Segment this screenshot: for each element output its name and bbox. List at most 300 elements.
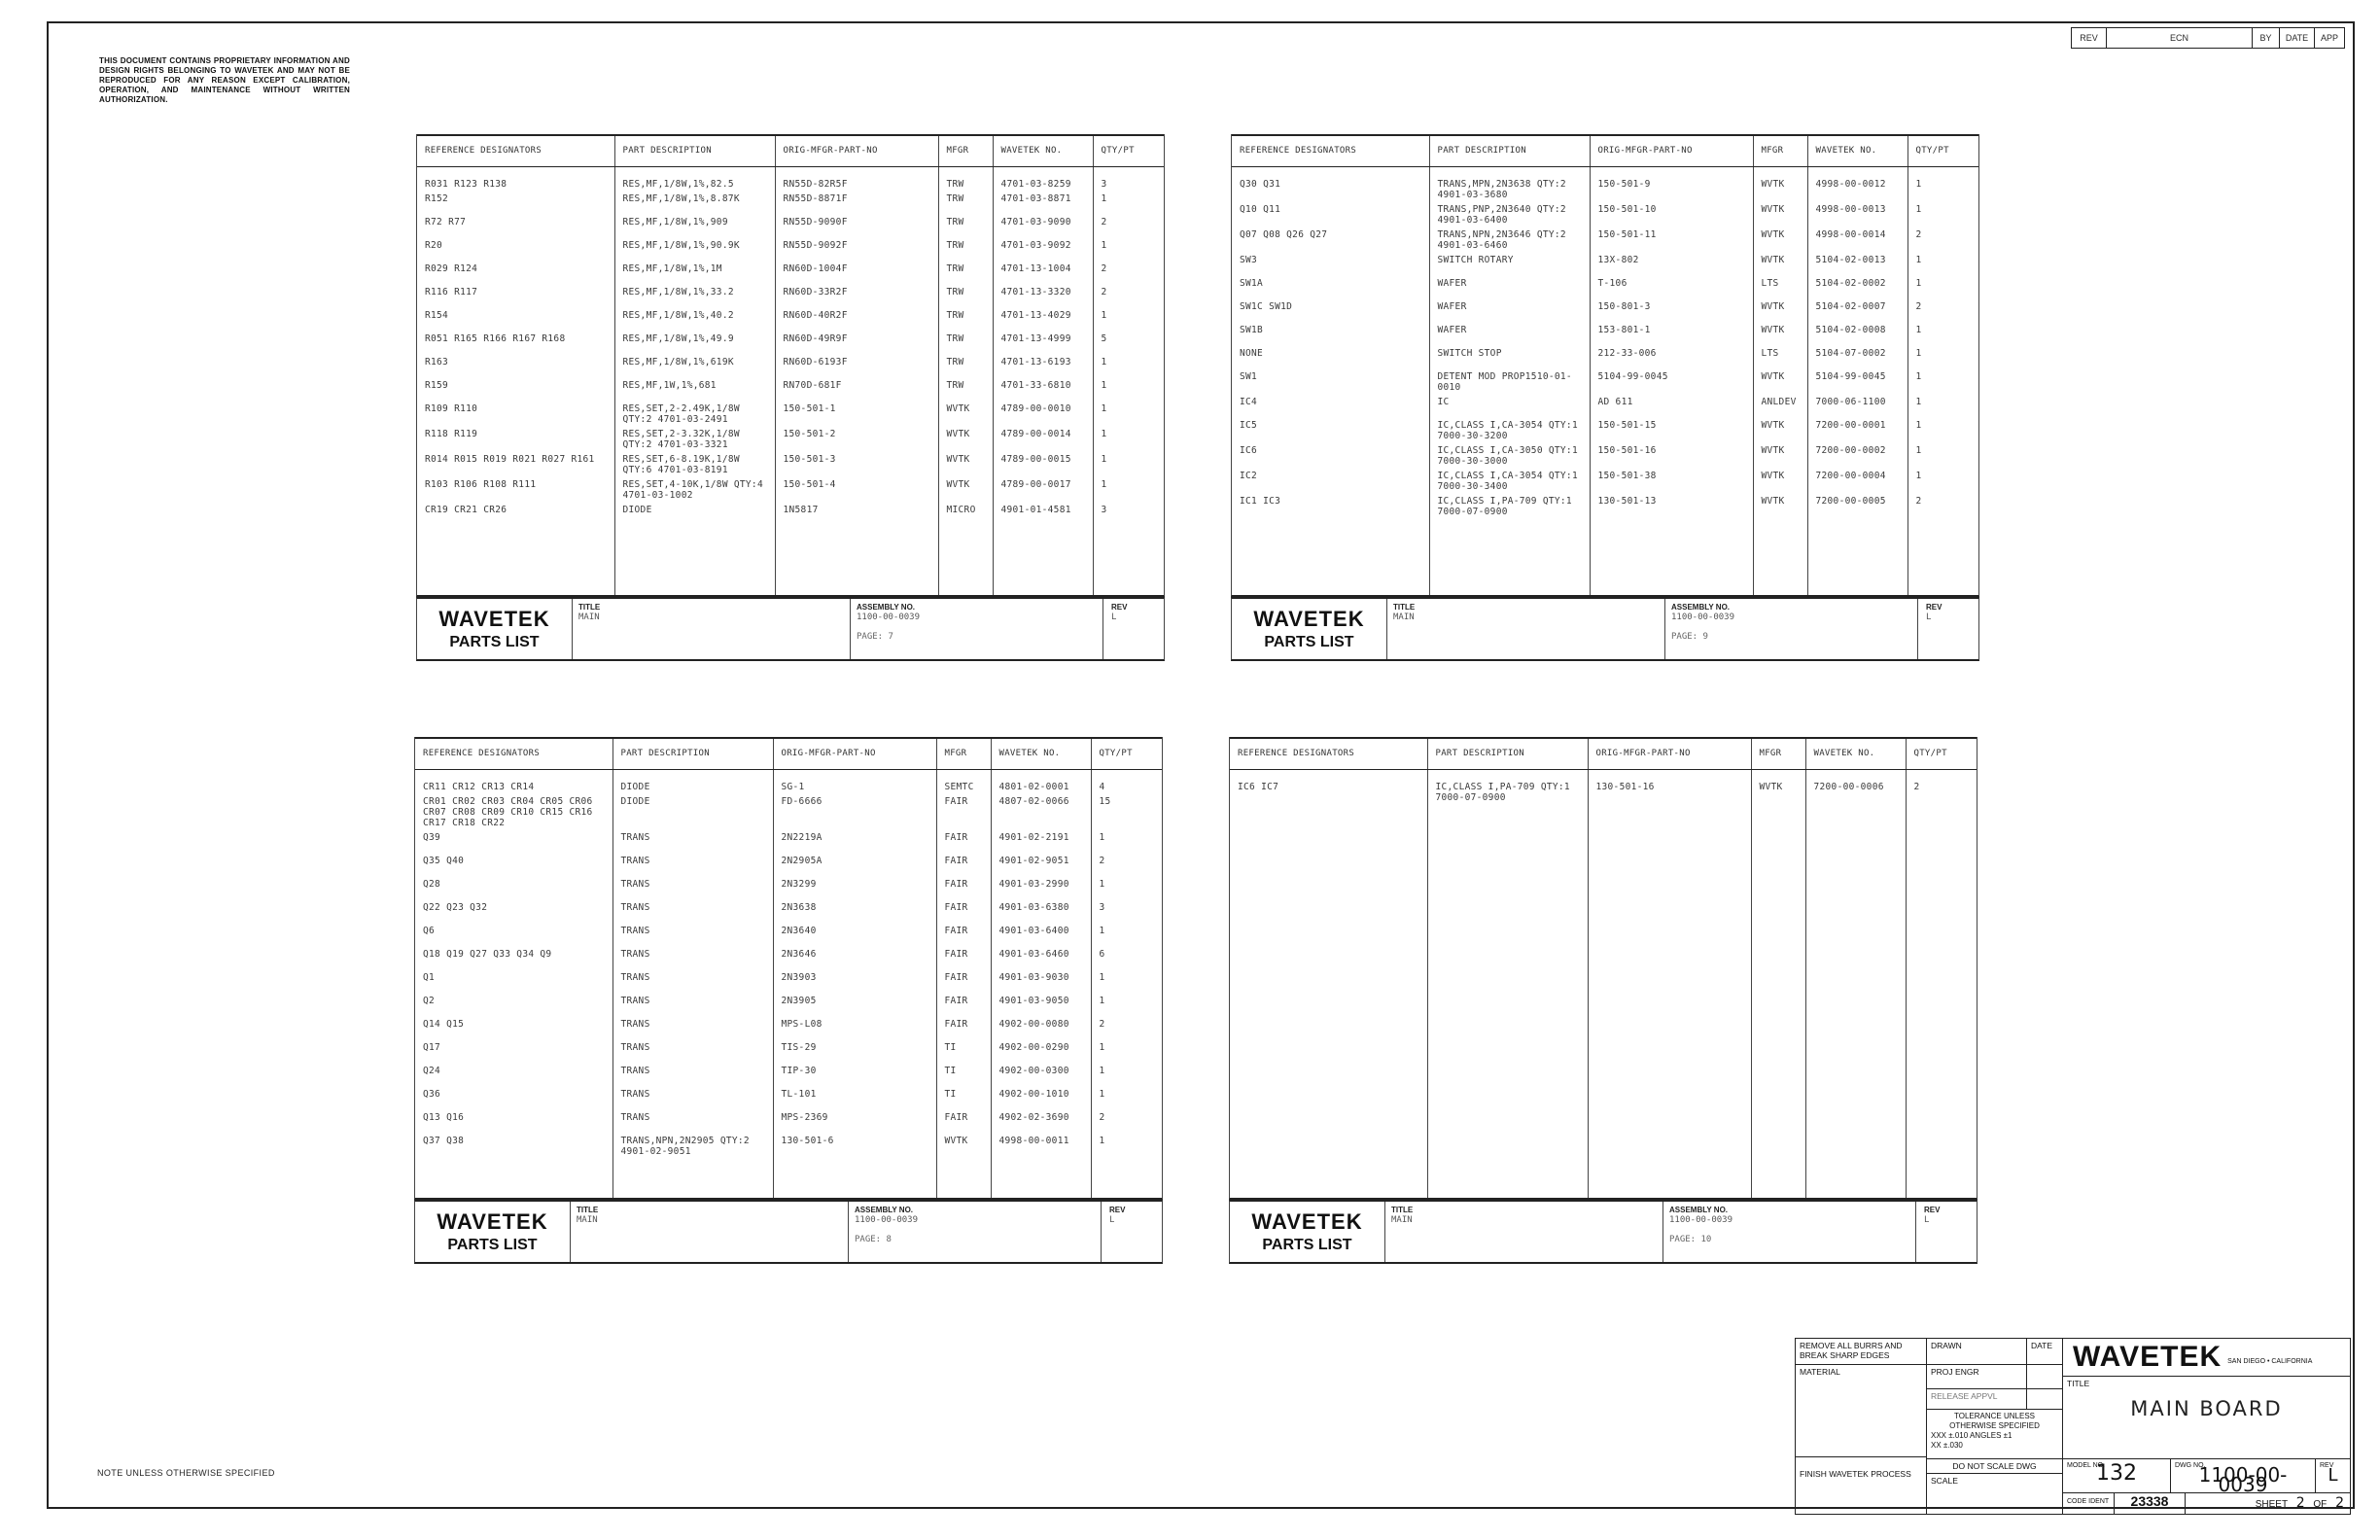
drawing-title-label: TITLE: [2067, 1379, 2090, 1388]
cell-wavetek-no: 4701-03-8871: [993, 192, 1093, 215]
rev-cell: [1102, 1202, 1162, 1262]
cell-orig-part-no: 5104-99-0045: [1590, 369, 1753, 395]
title-label: TITLE: [577, 1206, 599, 1214]
cell-ref-designators: Q35 Q40: [423, 855, 465, 866]
cell-part-description: RES,MF,1/8W,1%,8.87K: [614, 192, 775, 215]
col-wavetek-no: WAVETEK NO.: [991, 738, 1091, 769]
filler-row: [1230, 805, 1978, 1201]
cell-mfgr: WVTK: [938, 402, 993, 427]
cell-wavetek-no: 5104-02-0002: [1807, 276, 1908, 299]
cell-mfgr: FAIR: [936, 970, 991, 994]
cell-wavetek-no: 4998-00-0014: [1807, 228, 1908, 253]
table-row: [1232, 276, 1979, 299]
rev-cell: [1916, 1202, 1977, 1262]
cell-orig-part-no: 150-501-9: [1590, 166, 1753, 202]
cell-wavetek-no: 7200-00-0001: [1807, 418, 1908, 443]
cell-orig-part-no: 212-33-006: [1590, 346, 1753, 369]
table-row: [417, 215, 1165, 238]
cell-part-description: RES,MF,1/8W,1%,1M: [614, 262, 775, 285]
cell-qty: 5: [1093, 332, 1165, 355]
filler-cell: [612, 1159, 773, 1201]
cell-qty: 1: [1093, 452, 1165, 477]
sheet-title-block: [1231, 597, 1979, 661]
cell-wavetek-no: 4998-00-0013: [1807, 202, 1908, 228]
title-cell: [573, 599, 851, 659]
cell-mfgr: FAIR: [936, 994, 991, 1017]
cell-orig-part-no: 150-501-3: [775, 452, 938, 477]
cell-wavetek-no: 7200-00-0004: [1807, 469, 1908, 494]
cell-part-description: TRANS: [612, 1087, 773, 1110]
cell-mfgr: MICRO: [938, 503, 993, 526]
brand-name: WAVETEK: [437, 1209, 548, 1234]
cell-ref-designators: CR01 CR02 CR03 CR04 CR05 CR06 CR07 CR08 CR09 CR10 CR15 CR16 CR17 CR18 CR22: [423, 795, 593, 828]
cell-qty: 2: [1908, 494, 1979, 519]
date-label: DATE: [2031, 1341, 2053, 1350]
material-label: MATERIAL: [1800, 1367, 1840, 1377]
parts-list-label: PARTS LIST: [447, 1237, 538, 1253]
table-row: [415, 1087, 1163, 1110]
table-row: [1230, 769, 1978, 805]
table-row: [415, 1064, 1163, 1087]
parts-list-label: PARTS LIST: [1264, 634, 1354, 650]
proj-engr-label: PROJ ENGR: [1931, 1367, 1979, 1377]
cell-part-description: IC,CLASS I,PA-709 QTY:1 7000-07-0900: [1429, 494, 1590, 519]
general-note: NOTE UNLESS OTHERWISE SPECIFIED: [97, 1468, 275, 1478]
cell-part-description: IC,CLASS I,CA-3050 QTY:1 7000-30-3000: [1429, 443, 1590, 469]
app-col-label: APP: [2320, 33, 2338, 43]
cell-part-description: RES,SET,6-8.19K,1/8W QTY:6 4701-03-8191: [614, 452, 775, 477]
cell-orig-part-no: RN55D-9090F: [775, 215, 938, 238]
main-rev-label: REV: [2320, 1462, 2334, 1469]
cell-orig-part-no: 150-501-38: [1590, 469, 1753, 494]
col-wavetek-no: WAVETEK NO.: [1805, 738, 1906, 769]
cell-qty: 1: [1908, 202, 1979, 228]
cell-part-description: WAFER: [1429, 299, 1590, 323]
cell-wavetek-no: 4701-03-8259: [993, 166, 1093, 192]
cell-qty: 1: [1908, 253, 1979, 276]
cell-ref-designators: R163: [425, 356, 449, 368]
cell-mfgr: WVTK: [1753, 166, 1807, 202]
cell-part-description: RES,MF,1/8W,1%,90.9K: [614, 238, 775, 262]
cell-mfgr: TRW: [938, 308, 993, 332]
col-mfgr: MFGR: [1751, 738, 1805, 769]
col-orig-mfgr-part-no: ORIG-MFGR-PART-NO: [1588, 738, 1751, 769]
cell-ref-designators: R159: [425, 379, 449, 391]
cell-qty: 1: [1908, 346, 1979, 369]
cell-mfgr: TRW: [938, 262, 993, 285]
cell-wavetek-no: 5104-02-0007: [1807, 299, 1908, 323]
filler-row: [415, 1159, 1163, 1201]
cell-part-description: IC,CLASS I,CA-3054 QTY:1 7000-30-3200: [1429, 418, 1590, 443]
tolerance-text: TOLERANCE UNLESS OTHERWISE SPECIFIED: [1949, 1412, 2040, 1430]
cell-orig-part-no: 13X-802: [1590, 253, 1753, 276]
cell-qty: 2: [1093, 262, 1165, 285]
col-mfgr: MFGR: [1753, 135, 1807, 166]
release-label: RELEASE APPVL: [1931, 1391, 1998, 1401]
rev-value: L: [1926, 612, 1932, 622]
cell-wavetek-no: 4789-00-0015: [993, 452, 1093, 477]
cell-mfgr: TRW: [938, 355, 993, 378]
cell-mfgr: TI: [936, 1064, 991, 1087]
table-row: [1232, 418, 1979, 443]
cell-wavetek-no: 4902-00-0300: [991, 1064, 1091, 1087]
by-col-label: BY: [2253, 28, 2280, 48]
cell-wavetek-no: 4901-02-9051: [991, 854, 1091, 877]
filler-cell: [1807, 519, 1908, 598]
cell-orig-part-no: 150-501-2: [775, 427, 938, 452]
finish-text: FINISH WAVETEK PROCESS: [1800, 1469, 1911, 1479]
cell-part-description: RES,SET,4-10K,1/8W QTY:4 4701-03-1002: [614, 477, 775, 503]
cell-ref-designators: IC5: [1240, 419, 1258, 431]
cell-wavetek-no: 4998-00-0011: [991, 1134, 1091, 1159]
cell-mfgr: FAIR: [936, 854, 991, 877]
cell-qty: 1: [1908, 395, 1979, 418]
col-reference-designators: REFERENCE DESIGNATORS: [1230, 738, 1427, 769]
cell-orig-part-no: 150-801-3: [1590, 299, 1753, 323]
cell-orig-part-no: 153-801-1: [1590, 323, 1753, 346]
cell-qty: 1: [1091, 1134, 1163, 1159]
cell-orig-part-no: 2N3299: [773, 877, 936, 900]
rev-label: REV: [1111, 603, 1128, 612]
cell-wavetek-no: 7200-00-0006: [1805, 769, 1906, 805]
cell-wavetek-no: 4901-03-2990: [991, 877, 1091, 900]
cell-ref-designators: R014 R015 R019 R021 R027 R161: [425, 453, 595, 465]
assembly-number: 1100-00-0039: [855, 1215, 919, 1225]
filler-cell: [1751, 805, 1805, 1201]
cell-part-description: TRANS: [612, 830, 773, 854]
cell-orig-part-no: 2N3903: [773, 970, 936, 994]
cell-part-description: DIODE: [612, 794, 773, 830]
table-row: [417, 238, 1165, 262]
table-row: [417, 308, 1165, 332]
cell-qty: 3: [1093, 166, 1165, 192]
cell-mfgr: FAIR: [936, 1017, 991, 1040]
date-cell: [2026, 1338, 2063, 1365]
header-row: [415, 738, 1163, 769]
cell-wavetek-no: 4701-33-6810: [993, 378, 1093, 402]
cell-ref-designators: NONE: [1240, 347, 1264, 359]
code-ident-cell: [2114, 1492, 2186, 1515]
tolerance-cell: [1926, 1409, 2063, 1459]
drawn-cell: [1926, 1338, 2027, 1365]
cell-part-description: TRANS: [612, 1110, 773, 1134]
cell-ref-designators: R72 R77: [425, 216, 467, 228]
table-row: [415, 900, 1163, 924]
title-value: MAIN: [1393, 612, 1415, 622]
cell-part-description: RES,MF,1/8W,1%,619K: [614, 355, 775, 378]
release-date-cell: [2026, 1388, 2063, 1410]
cell-orig-part-no: 150-501-11: [1590, 228, 1753, 253]
cell-wavetek-no: 4701-03-9092: [993, 238, 1093, 262]
cell-wavetek-no: 4901-01-4581: [993, 503, 1093, 526]
cell-orig-part-no: AD 611: [1590, 395, 1753, 418]
filler-cell: [1805, 805, 1906, 1201]
cell-qty: 1: [1093, 402, 1165, 427]
cell-part-description: TRANS: [612, 877, 773, 900]
assembly-cell: [849, 1202, 1102, 1262]
col-orig-mfgr-part-no: ORIG-MFGR-PART-NO: [1590, 135, 1753, 166]
cell-mfgr: TRW: [938, 285, 993, 308]
cell-mfgr: TRW: [938, 166, 993, 192]
filler-cell: [1230, 805, 1427, 1201]
cell-wavetek-no: 7200-00-0005: [1807, 494, 1908, 519]
parts-table-area: [414, 737, 1163, 1200]
parts-table-area: [1231, 134, 1979, 597]
col-qty-pt: QTY/PT: [1093, 135, 1165, 166]
cell-orig-part-no: RN55D-82R5F: [775, 166, 938, 192]
cell-ref-designators: R029 R124: [425, 262, 478, 274]
cell-part-description: TRANS: [612, 1040, 773, 1064]
col-part-description: PART DESCRIPTION: [1429, 135, 1590, 166]
filler-row: [417, 526, 1165, 598]
tolerance-xx: XX ±.030: [1931, 1441, 1963, 1450]
cell-ref-designators: R051 R165 R166 R167 R168: [425, 332, 566, 344]
cell-ref-designators: Q6: [423, 925, 436, 936]
rev-label: REV: [1926, 603, 1942, 612]
col-part-description: PART DESCRIPTION: [1427, 738, 1588, 769]
table-row: [417, 166, 1165, 192]
cell-wavetek-no: 4901-03-6400: [991, 924, 1091, 947]
brand-name: WAVETEK: [438, 607, 550, 631]
sheet-title-block: [414, 1200, 1163, 1264]
table-row: [415, 1134, 1163, 1159]
cell-qty: 1: [1093, 355, 1165, 378]
cell-qty: 2: [1091, 1017, 1163, 1040]
cell-orig-part-no: FD-6666: [773, 794, 936, 830]
cell-qty: 1: [1093, 192, 1165, 215]
assembly-label: ASSEMBLY NO.: [1671, 603, 1731, 612]
cell-qty: 1: [1091, 877, 1163, 900]
cell-qty: 1: [1091, 924, 1163, 947]
cell-wavetek-no: 4998-00-0012: [1807, 166, 1908, 202]
parts-list-label: PARTS LIST: [449, 634, 540, 650]
scale-label: SCALE: [1931, 1476, 1958, 1486]
cell-ref-designators: Q18 Q19 Q27 Q33 Q34 Q9: [423, 948, 552, 960]
cell-orig-part-no: 150-501-10: [1590, 202, 1753, 228]
cell-ref-designators: R152: [425, 192, 449, 204]
table-row: [417, 332, 1165, 355]
cell-mfgr: WVTK: [1753, 469, 1807, 494]
filler-cell: [1093, 526, 1165, 598]
table-row: [1232, 253, 1979, 276]
cell-qty: 1: [1093, 378, 1165, 402]
revision-block: [2071, 27, 2345, 49]
cell-part-description: RES,SET,2-2.49K,1/8W QTY:2 4701-03-2491: [614, 402, 775, 427]
cell-mfgr: TRW: [938, 238, 993, 262]
col-mfgr: MFGR: [936, 738, 991, 769]
cell-ref-designators: Q1: [423, 971, 436, 983]
cell-mfgr: WVTK: [1753, 443, 1807, 469]
title-cell: [1387, 599, 1665, 659]
filler-cell: [1753, 519, 1807, 598]
cell-part-description: TRANS: [612, 900, 773, 924]
filler-cell: [614, 526, 775, 598]
cell-orig-part-no: 150-501-15: [1590, 418, 1753, 443]
col-mfgr: MFGR: [938, 135, 993, 166]
cell-mfgr: LTS: [1753, 346, 1807, 369]
cell-ref-designators: R118 R119: [425, 428, 478, 439]
cell-mfgr: FAIR: [936, 947, 991, 970]
cell-mfgr: WVTK: [1753, 299, 1807, 323]
filler-cell: [1908, 519, 1979, 598]
table-row: [1232, 346, 1979, 369]
assembly-number: 1100-00-0039: [857, 612, 921, 622]
cell-wavetek-no: 4901-03-9030: [991, 970, 1091, 994]
cell-ref-designators: Q22 Q23 Q32: [423, 901, 488, 913]
title-value: MAIN: [1391, 1215, 1413, 1225]
assembly-cell: [1665, 599, 1918, 659]
cell-mfgr: TI: [936, 1087, 991, 1110]
cell-mfgr: SEMTC: [936, 769, 991, 794]
cell-mfgr: WVTK: [1753, 494, 1807, 519]
parts-list-label: PARTS LIST: [1262, 1237, 1352, 1253]
cell-mfgr: WVTK: [1753, 202, 1807, 228]
parts-table: [415, 737, 1163, 1200]
table-row: [1232, 202, 1979, 228]
sheet-number: 2: [2295, 1495, 2305, 1511]
cell-orig-part-no: RN60D-1004F: [775, 262, 938, 285]
cell-qty: 1: [1908, 166, 1979, 202]
filler-cell: [1427, 805, 1588, 1201]
tolerance-xxx: XXX ±.010 ANGLES ±1: [1931, 1431, 2012, 1440]
title-cell: [1385, 1202, 1663, 1262]
cell-wavetek-no: 4701-13-1004: [993, 262, 1093, 285]
rev-label: REV: [1924, 1206, 1941, 1214]
cell-ref-designators: SW1C SW1D: [1240, 300, 1293, 312]
date-col-label: DATE: [2280, 28, 2315, 48]
cell-mfgr: FAIR: [936, 794, 991, 830]
cell-qty: 2: [1908, 228, 1979, 253]
assembly-label: ASSEMBLY NO.: [857, 603, 916, 612]
cell-orig-part-no: 130-501-6: [773, 1134, 936, 1159]
cell-mfgr: TI: [936, 1040, 991, 1064]
filler-cell: [415, 1159, 612, 1201]
table-row: [417, 452, 1165, 477]
table-row: [1232, 443, 1979, 469]
table-row: [417, 355, 1165, 378]
cell-mfgr: ANLDEV: [1753, 395, 1807, 418]
main-rev-cell: [2315, 1458, 2351, 1493]
cell-part-description: TRANS,NPN,2N3646 QTY:2 4901-03-6460: [1429, 228, 1590, 253]
cell-part-description: TRANS: [612, 924, 773, 947]
parts-table: [1230, 737, 1978, 1200]
title-label: TITLE: [578, 603, 601, 612]
page-number: PAGE: 10: [1669, 1235, 1712, 1244]
table-row: [417, 477, 1165, 503]
sheet-cell: [2185, 1492, 2351, 1515]
rev-cell: [1918, 599, 1978, 659]
cell-wavetek-no: 4789-00-0014: [993, 427, 1093, 452]
page-number: PAGE: 9: [1671, 632, 1708, 642]
filler-cell: [1906, 805, 1978, 1201]
cell-part-description: DIODE: [614, 503, 775, 526]
cell-wavetek-no: 5104-99-0045: [1807, 369, 1908, 395]
parts-table-area: [1229, 737, 1978, 1200]
cell-qty: 1: [1093, 308, 1165, 332]
filler-cell: [773, 1159, 936, 1201]
cell-ref-designators: R103 R106 R108 R111: [425, 478, 537, 490]
cell-ref-designators: Q2: [423, 995, 436, 1006]
cell-qty: 1: [1908, 418, 1979, 443]
cell-orig-part-no: 2N3638: [773, 900, 936, 924]
cell-qty: 1: [1091, 1040, 1163, 1064]
sheet-total: 2: [2335, 1495, 2344, 1511]
main-rev-value: L: [2328, 1465, 2338, 1486]
cell-ref-designators: Q14 Q15: [423, 1018, 465, 1030]
wavetek-logo: [1232, 599, 1387, 659]
cell-part-description: RES,MF,1/8W,1%,40.2: [614, 308, 775, 332]
cell-orig-part-no: 130-501-16: [1588, 769, 1751, 805]
cell-mfgr: WVTK: [938, 452, 993, 477]
table-row: [1232, 369, 1979, 395]
filler-row: [1232, 519, 1979, 598]
cell-qty: 1: [1091, 1087, 1163, 1110]
cell-ref-designators: Q37 Q38: [423, 1135, 465, 1146]
cell-ref-designators: Q10 Q11: [1240, 203, 1281, 215]
cell-wavetek-no: 4901-03-6380: [991, 900, 1091, 924]
model-number: 132: [2096, 1461, 2137, 1486]
rev-col-label: REV: [2072, 28, 2107, 48]
cell-ref-designators: R20: [425, 239, 443, 251]
cell-mfgr: FAIR: [936, 1110, 991, 1134]
code-ident-value: 23338: [2130, 1493, 2169, 1509]
table-row: [417, 262, 1165, 285]
cell-ref-designators: SW1: [1240, 370, 1258, 382]
filler-cell: [1091, 1159, 1163, 1201]
cell-orig-part-no: MPS-2369: [773, 1110, 936, 1134]
col-reference-designators: REFERENCE DESIGNATORS: [417, 135, 614, 166]
assembly-number: 1100-00-0039: [1671, 612, 1735, 622]
cell-orig-part-no: 2N3640: [773, 924, 936, 947]
filler-cell: [936, 1159, 991, 1201]
wavetek-logo: [415, 1202, 571, 1262]
cell-wavetek-no: 4801-02-0001: [991, 769, 1091, 794]
cell-qty: 2: [1091, 854, 1163, 877]
do-not-scale-text: DO NOT SCALE DWG: [1952, 1461, 2037, 1471]
header-row: [1232, 135, 1979, 166]
do-not-scale-cell: [1926, 1458, 2063, 1474]
table-row: [417, 427, 1165, 452]
model-cell: [2062, 1458, 2171, 1493]
filler-cell: [1588, 805, 1751, 1201]
table-row: [415, 970, 1163, 994]
drawn-label: DRAWN: [1931, 1341, 1962, 1350]
cell-qty: 1: [1908, 276, 1979, 299]
cell-mfgr: WVTK: [1753, 253, 1807, 276]
table-row: [1232, 469, 1979, 494]
remove-burrs-text: REMOVE ALL BURRS AND BREAK SHARP EDGES: [1800, 1341, 1903, 1360]
proj-engr-cell: [1926, 1364, 2027, 1389]
cell-ref-designators: Q13 Q16: [423, 1111, 465, 1123]
code-ident-label-cell: [2062, 1492, 2115, 1515]
material-cell: [1795, 1364, 1927, 1457]
cell-qty: 1: [1091, 994, 1163, 1017]
cell-wavetek-no: 4901-02-2191: [991, 830, 1091, 854]
cell-mfgr: TRW: [938, 332, 993, 355]
cell-orig-part-no: RN60D-40R2F: [775, 308, 938, 332]
cell-qty: 3: [1091, 900, 1163, 924]
cell-qty: 2: [1091, 1110, 1163, 1134]
cell-orig-part-no: RN60D-6193F: [775, 355, 938, 378]
col-qty-pt: QTY/PT: [1091, 738, 1163, 769]
cell-orig-part-no: TIP-30: [773, 1064, 936, 1087]
col-reference-designators: REFERENCE DESIGNATORS: [415, 738, 612, 769]
cell-mfgr: FAIR: [936, 900, 991, 924]
parts-list-page-9: [1231, 134, 1979, 667]
cell-orig-part-no: 130-501-13: [1590, 494, 1753, 519]
cell-ref-designators: CR11 CR12 CR13 CR14: [423, 781, 535, 792]
assembly-label: ASSEMBLY NO.: [1669, 1206, 1729, 1214]
